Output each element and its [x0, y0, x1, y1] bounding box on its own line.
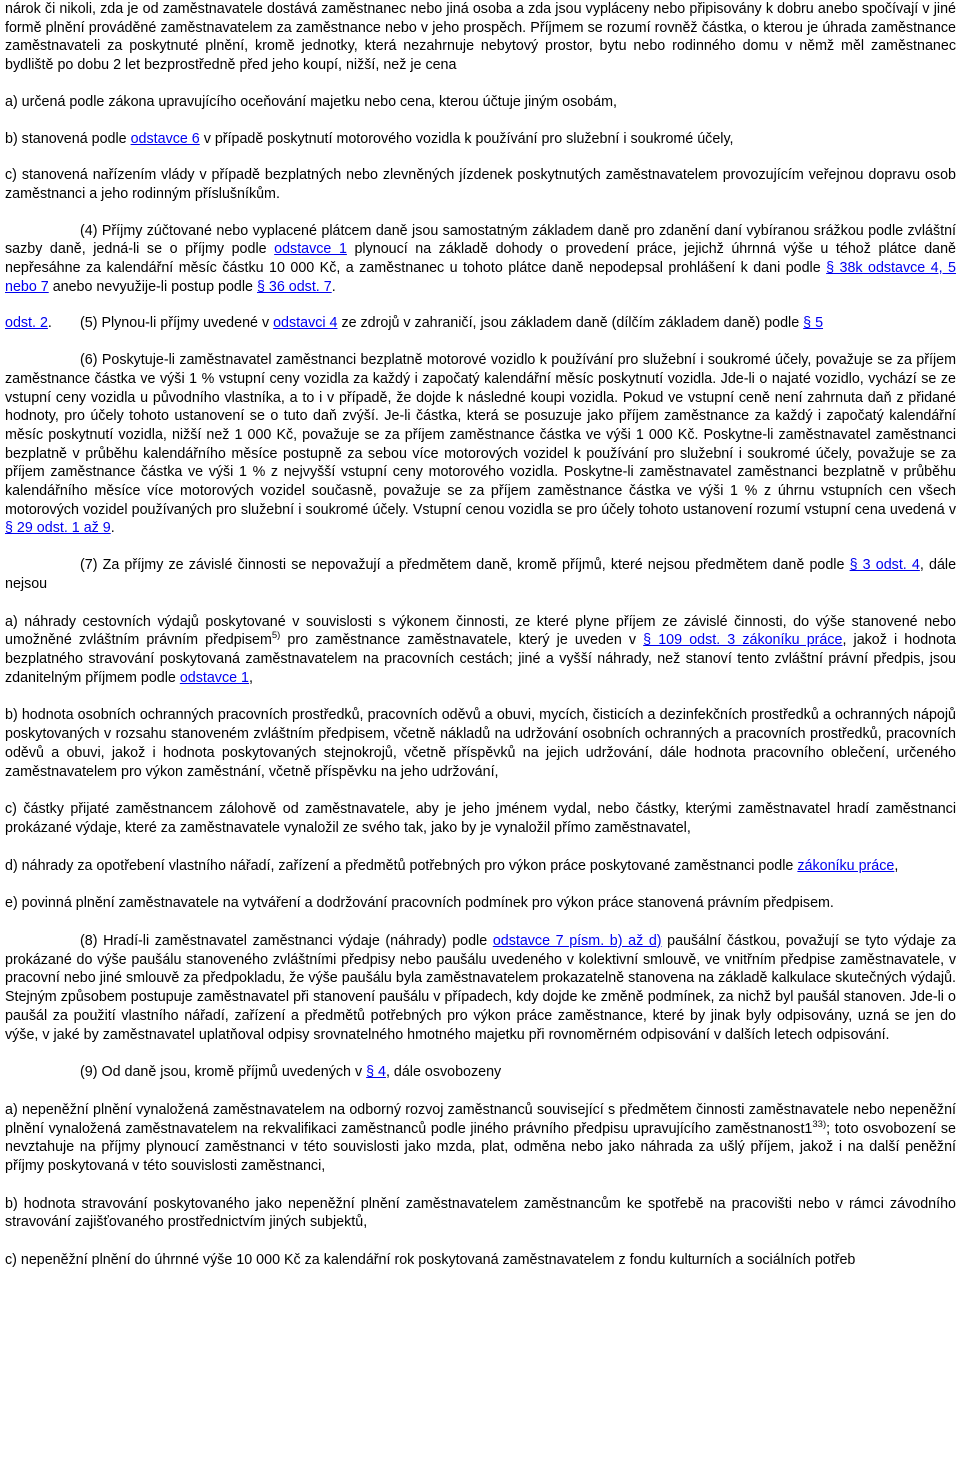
- item-7d: [5, 857, 956, 876]
- link-par-5[interactable]: § 5: [803, 315, 824, 332]
- par6-text-1: (6) Poskytuje-li zaměstnavatel zaměstnanci bezplatně motorové vozidlo k používání pro služební i soukromé účely, považuje se za příjem zaměstnance částka ve výši 1 % vstupní ceny vozidla za každý i započatý kalendářní měsíc poskytnutí vozidla. Jde-li o najaté vozidlo, vychází se ze vstupní ceny vozidla u původního vlastníka, a to i v případě, že dojde k následné koupi vozidla. Pokud ve vstupní ceně není zahrnuta daň z přidané hodnoty, pro účely tohoto ustanovení se o tuto daň zvýší. Je-li částka, která se posuzuje jako příjem zaměstnance za každý i započatý kalendářní měsíc poskytnutí vozidla, nižší než 1 000 Kč, považuje se za příjem zaměstnance částka ve výši 1 000 Kč. Poskytne-li zaměstnavatel zaměstnanci bezplatně v průběhu kalendářního měsíce postupně za sebou více motorových vozidel k používání pro služební i soukromé účely, považuje se za příjem zaměstnance částka ve výši 1 % z nejvyšší vstupní ceny motorového vozidla. Poskytne-li zaměstnavatel zaměstnanci bezplatně v průběhu kalendářního měsíce více motorových vozidel současně, považuje se za příjem zaměstnance částka ve výši 1 % z úhrnu vstupních cen všech motorových vozidel používaných pro služební i soukromé účely. Vstupní cenou vozidla se pro účely tohoto ustanovení rozumí vstupní cena uvedená v: [5, 352, 956, 518]
- item-9a-text-1: a) nepeněžní plnění vynaložená zaměstnavatelem na odborný rozvoj zaměstnanců související s předmětem činnosti zaměstnavatele nebo nepeněžní plnění vynaložená zaměstnavatelem na rekvalifikaci zaměstnanců podle jiného právního předpisu upravujícího zaměstnanost1: [5, 1101, 956, 1137]
- item-7d-text-2: ,: [894, 857, 899, 874]
- footnote-ref-33: 33): [812, 1118, 827, 1130]
- intro-text: nárok či nikoli, zda je od zaměstnavatele dostává zaměstnanec nebo jiná osoba a zda jsou vypláceny nebo připisovány k dobru anebo spočívají v jiné formě plnění prováděné zaměstnavatelem za zaměstnance nebo v jeho prospěch. Příjmem se rozumí rovněž částka, o kterou je úhrada zaměstnance zaměstnavateli za poskytnuté plnění, kromě jednotky, která nezahrnuje nebytový prostor, bytu nebo rodinného domu v němž měl zaměstnanec bydliště po dobu 2 let bezprostředně před jeho koupí, nižší, než je cena: [5, 1, 956, 74]
- par6-text-2: .: [110, 520, 115, 537]
- link-3-odst-4[interactable]: § 3 odst. 4: [849, 557, 920, 574]
- item-7d-text-1: d) náhrady za opotřebení vlastního nářadí, zařízení a předmětů potřebných pro výkon práce poskytované zaměstnanci podle: [5, 857, 798, 874]
- par9-text-2: , dále osvobozeny: [385, 1064, 502, 1081]
- paragraph-7: [5, 556, 956, 593]
- link-109-odst-3[interactable]: § 109 odst. 3 zákoníku práce: [643, 632, 843, 649]
- item-7a-text-4: ,: [248, 669, 253, 686]
- item-7a-text-2: pro zaměstnance zaměstnavatele, který je uveden v: [280, 632, 644, 649]
- intro-paragraph: [5, 0, 956, 75]
- par5-text-2: ze zdrojů v zahraničí, jsou základem daně (dílčím základem daně) podle: [337, 315, 804, 332]
- item-7a-text-1: a) náhrady cestovních výdajů poskytované v souvislosti s výkonem činnosti, ze které plyne příjem ze závislé činnosti, do výše stanovené nebo umožněné zvláštním právním předpisem: [5, 613, 956, 649]
- par8-text-1: (8) Hradí-li zaměstnavatel zaměstnanci výdaje (náhrady) podle: [80, 933, 493, 950]
- link-36-odst-7[interactable]: § 36 odst. 7: [256, 278, 332, 295]
- item-1a: [5, 93, 956, 112]
- link-zakoniku-prace[interactable]: zákoníku práce: [797, 857, 895, 874]
- link-odstavci-4[interactable]: odstavci 4: [273, 315, 338, 332]
- paragraph-8: [5, 932, 956, 1044]
- link-38k[interactable]: § 38k odstavce 4, 5 nebo 7: [5, 260, 956, 295]
- link-29-odst-1[interactable]: § 29 odst. 1 až 9: [5, 520, 111, 537]
- par4-text-1: (4) Příjmy zúčtované nebo vyplacené plátcem daně jsou samostatným základem daně pro zdanění daní vybíranou srážkou podle zvláštní sazby daně, jedná-li se o příjmy podle: [5, 222, 956, 258]
- paragraph-4: [5, 222, 956, 297]
- item-1b-text-end: v případě poskytnutí motorového vozidla k používání pro služební i soukromé účely,: [199, 130, 734, 147]
- paragraph-5: [5, 314, 956, 333]
- link-odstavce-7-b-d[interactable]: odstavce 7 písm. b) až d): [492, 933, 662, 950]
- item-1b-text: b) stanovená podle: [5, 130, 131, 147]
- item-7a: [5, 613, 956, 688]
- par9-text-1: (9) Od daně jsou, kromě příjmů uvedených v: [80, 1064, 367, 1081]
- item-7c-text: c) částky přijaté zaměstnancem zálohově od zaměstnavatele, aby je jeho jménem vydal, nebo částky, kterými zaměstnavatel hradí zaměstnanci prokázané výdaje, které za zaměstnavatele vynaložil ze svého tak, jako by je vynaložil přímo zaměstnavatel,: [5, 801, 956, 836]
- item-9a-text-2: ; toto osvobození se nevztahuje na příjmy plynoucí zaměstnanci v této souvislosti jako mzda, plat, odměna nebo jako náhrada za ušlý příjem, jakož i na další peněžní příjmy poskytovaná v této souvislosti zaměstnanci,: [5, 1120, 956, 1175]
- item-1b: [5, 130, 956, 149]
- item-7b-text: b) hodnota osobních ochranných pracovních prostředků, pracovních oděvů a obuvi, mycích, čisticích a dezinfekčních prostředků a ochranných nápojů poskytovaných v rozsahu stanoveném zvláštním předpisem, včetně nákladů na udržování osobních ochranných a pracovních prostředků, pracovních oděvů a obuvi, jakož i hodnota poskytovaných stejnokrojů, včetně příspěvků na jejich udržování, dále hodnota pracovního oblečení, určeného zaměstnavatelem pro výkon zaměstnání, včetně příspěvku na jeho udržování,: [5, 707, 956, 780]
- item-9c: [5, 1251, 956, 1270]
- link-odstavce-6[interactable]: odstavce 6: [130, 130, 200, 147]
- item-7b: [5, 706, 956, 781]
- item-9b-text: b) hodnota stravování poskytovaného jako nepeněžní plnění zaměstnavatelem zaměstnancům ke spotřebě na pracovišti nebo v rámci závodního stravování zajišťovaného prostřednictvím jiných subjektů,: [5, 1195, 956, 1231]
- par5-text-1: (5) Plynou-li příjmy uvedené v: [80, 315, 274, 332]
- item-1c: [5, 166, 956, 203]
- link-odst-2[interactable]: odst. 2: [5, 315, 48, 332]
- item-9a: [5, 1101, 956, 1176]
- link-odstavce-1-b[interactable]: odstavce 1: [179, 669, 249, 686]
- par4-text-2: plynoucí na základě dohody o provedení práce, jejichž úhrnná výše u téhož plátce daně nepřesáhne za kalendářní měsíc částku 10 000 Kč, a zaměstnanec u tohoto plátce daně nepodepsal prohlášení k dani podle: [5, 241, 956, 277]
- link-par-4[interactable]: § 4: [366, 1064, 386, 1081]
- item-9c-text: c) nepeněžní plnění do úhrnné výše 10 000 Kč za kalendářní rok poskytovaná zaměstnavatelem z fondu kulturních a sociálních potřeb: [5, 1252, 856, 1269]
- item-1a-text: a) určená podle zákona upravujícího oceňování majetku nebo cena, kterou účtuje jiným osobám,: [5, 93, 617, 110]
- par5-body: [80, 314, 956, 333]
- item-7c: [5, 800, 956, 837]
- link-odstavce-1[interactable]: odstavce 1: [274, 241, 347, 258]
- item-7a-text-3: , jakož i hodnota bezplatného stravování poskytovaná zaměstnavatelem na pracovních cestách; jiné a vyšší náhrady, než stanoví tento zvláštní právní předpis, jsou zdanitelným příjmem podle: [5, 632, 956, 686]
- item-7e: [5, 894, 956, 913]
- par7-text-2: , dále nejsou: [5, 557, 957, 592]
- footnote-ref-5: 5): [271, 630, 281, 642]
- par5-period: .: [47, 315, 52, 332]
- paragraph-6: [5, 351, 956, 538]
- par4-text-4: .: [331, 278, 336, 295]
- par4-text-3: anebo nevyužije-li postup podle: [48, 278, 257, 295]
- par8-text-2: paušální částkou, považují se tyto výdaje za prokázané do výše paušálu stanoveného zvláštními předpisy nebo paušálu uvedeného v kolektivní smlouvě, ve vnitřním předpise zaměstnavatele, v pracovní nebo jiné smlouvě za předpokladu, že výše paušálu byla zaměstnavatelem prokazatelně stanovena na základě kalkulace skutečných výdajů. Stejným způsobem postupuje zaměstnavatel při stanovení paušálu v případech, kdy dojde ke změně podmínek, za nichž byl paušál stanoven. Jde-li o paušál za použití vlastního nářadí, zařízení a předmětů potřebných pro výkon práce zaměstnance, které by jinak byly odpisovány, uzná se jen do výše, v jaké by zaměstnavatel uplatňoval odpisy srovnatelného hmotného majetku při rovnoměrném odpisování v dalších letech odpisování.: [5, 933, 956, 1043]
- item-9b: [5, 1195, 956, 1232]
- par5-margin: [5, 314, 80, 333]
- paragraph-9: [5, 1063, 956, 1082]
- par7-text-1: (7) Za příjmy ze závislé činnosti se nepovažují a předmětem daně, kromě příjmů, které nejsou předmětem daně podle: [80, 557, 850, 574]
- item-1c-text: c) stanovená nařízením vlády v případě bezplatných nebo zlevněných jízdenek poskytnutých zaměstnavatelem provozujícím veřejnou dopravu osob zaměstnanci a jeho rodinným příslušníkům.: [5, 167, 956, 202]
- item-7e-text: e) povinná plnění zaměstnavatele na vytváření a dodržování pracovních podmínek pro výkon práce stanovená právním předpisem.: [5, 895, 834, 912]
